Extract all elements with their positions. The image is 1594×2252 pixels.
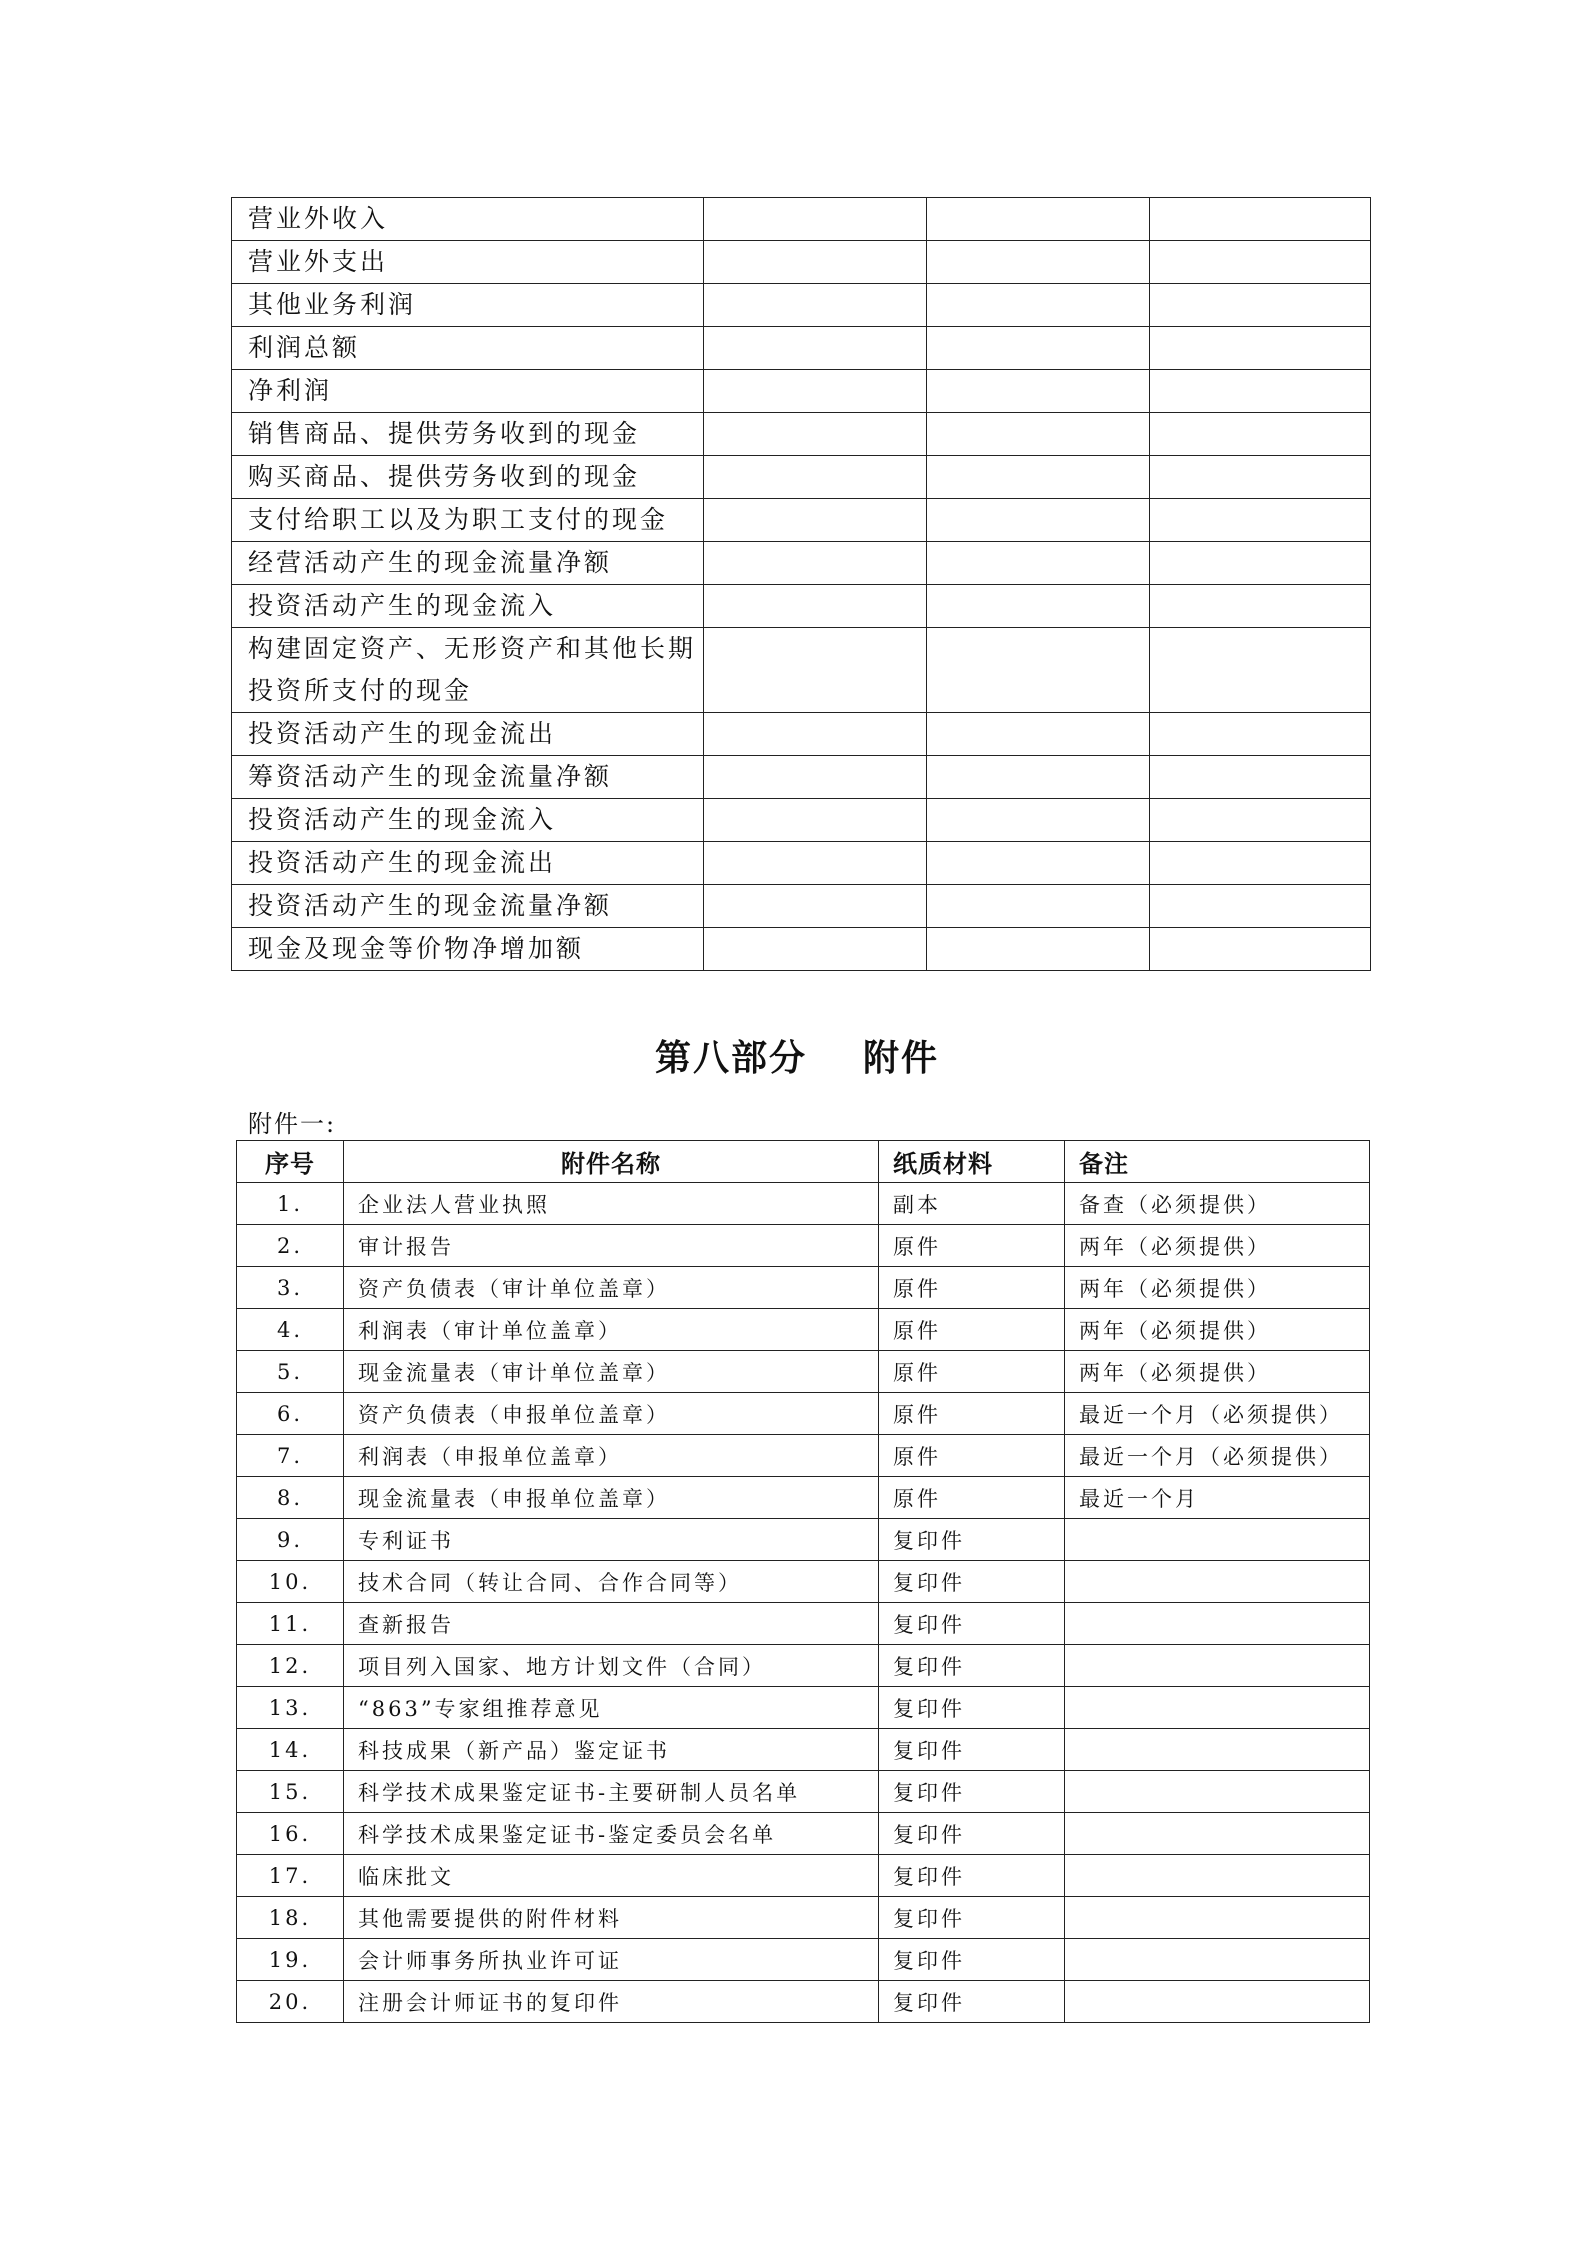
financial-row-label: 支付给职工以及为职工支付的现金 bbox=[232, 499, 704, 542]
financial-value-cell bbox=[1150, 456, 1371, 499]
attachment-row bbox=[237, 1897, 1370, 1939]
attachment-paper: 复印件 bbox=[879, 1771, 1065, 1813]
financial-value-cell bbox=[704, 928, 927, 971]
financial-row-label: 投资活动产生的现金流入 bbox=[232, 799, 704, 842]
header-no: 序号 bbox=[237, 1141, 344, 1183]
attachments-header bbox=[237, 1141, 1370, 1183]
financial-row-label: 现金及现金等价物净增加额 bbox=[232, 928, 704, 971]
attachment-paper: 复印件 bbox=[879, 1687, 1065, 1729]
financial-row bbox=[232, 756, 1371, 799]
attachment-row bbox=[237, 1183, 1370, 1225]
financial-row-label: 购买商品、提供劳务收到的现金 bbox=[232, 456, 704, 499]
financial-row bbox=[232, 628, 1371, 713]
attachment-paper: 复印件 bbox=[879, 1729, 1065, 1771]
attachment-name: 查新报告 bbox=[344, 1603, 879, 1645]
attachment-note: 最近一个月 bbox=[1065, 1477, 1370, 1519]
attachment-note: 备查（必须提供） bbox=[1065, 1183, 1370, 1225]
financial-table bbox=[231, 197, 1371, 971]
attachment-no: 9. bbox=[237, 1519, 344, 1561]
attachment-note: 最近一个月（必须提供） bbox=[1065, 1393, 1370, 1435]
attachment-no: 18. bbox=[237, 1897, 344, 1939]
financial-value-cell bbox=[927, 327, 1150, 370]
attachment-row bbox=[237, 1855, 1370, 1897]
attachment-name: 利润表（审计单位盖章） bbox=[344, 1309, 879, 1351]
financial-row-label: 销售商品、提供劳务收到的现金 bbox=[232, 413, 704, 456]
attachment-note bbox=[1065, 1729, 1370, 1771]
attachment-name: 科学技术成果鉴定证书-主要研制人员名单 bbox=[344, 1771, 879, 1813]
financial-value-cell bbox=[704, 370, 927, 413]
attachment-no: 17. bbox=[237, 1855, 344, 1897]
attachment-note bbox=[1065, 1939, 1370, 1981]
attachment-name: 科学技术成果鉴定证书-鉴定委员会名单 bbox=[344, 1813, 879, 1855]
attachment-paper: 复印件 bbox=[879, 1561, 1065, 1603]
attachment-no: 1. bbox=[237, 1183, 344, 1225]
attachment-paper: 原件 bbox=[879, 1435, 1065, 1477]
attachment-row bbox=[237, 1435, 1370, 1477]
attachment-paper: 复印件 bbox=[879, 1519, 1065, 1561]
financial-row-label: 筹资活动产生的现金流量净额 bbox=[232, 756, 704, 799]
financial-value-cell bbox=[1150, 542, 1371, 585]
attachment-paper: 复印件 bbox=[879, 1897, 1065, 1939]
attachment-paper: 复印件 bbox=[879, 1603, 1065, 1645]
attachment-row bbox=[237, 1351, 1370, 1393]
financial-value-cell bbox=[1150, 628, 1371, 713]
financial-row bbox=[232, 327, 1371, 370]
attachment-note: 两年（必须提供） bbox=[1065, 1267, 1370, 1309]
financial-value-cell bbox=[1150, 713, 1371, 756]
financial-value-cell bbox=[927, 456, 1150, 499]
attachment-no: 8. bbox=[237, 1477, 344, 1519]
financial-value-cell bbox=[704, 885, 927, 928]
financial-row bbox=[232, 928, 1371, 971]
attachment-name: 临床批文 bbox=[344, 1855, 879, 1897]
attachment-no: 15. bbox=[237, 1771, 344, 1813]
financial-value-cell bbox=[927, 499, 1150, 542]
financial-row bbox=[232, 713, 1371, 756]
attachment-paper: 复印件 bbox=[879, 1981, 1065, 2023]
attachment-note: 最近一个月（必须提供） bbox=[1065, 1435, 1370, 1477]
financial-value-cell bbox=[927, 928, 1150, 971]
financial-row-label: 其他业务利润 bbox=[232, 284, 704, 327]
attachment-row bbox=[237, 1519, 1370, 1561]
attachment-name: 会计师事务所执业许可证 bbox=[344, 1939, 879, 1981]
financial-row-label: 投资活动产生的现金流出 bbox=[232, 842, 704, 885]
attachments-body bbox=[237, 1183, 1370, 2023]
attachment-no: 19. bbox=[237, 1939, 344, 1981]
attachment-row bbox=[237, 1939, 1370, 1981]
attachment-row bbox=[237, 1771, 1370, 1813]
financial-row bbox=[232, 241, 1371, 284]
attachment-no: 20. bbox=[237, 1981, 344, 2023]
financial-row-label: 营业外收入 bbox=[232, 198, 704, 241]
attachment-note bbox=[1065, 1855, 1370, 1897]
financial-value-cell bbox=[704, 585, 927, 628]
financial-table-body bbox=[232, 198, 1371, 971]
attachment-name: 企业法人营业执照 bbox=[344, 1183, 879, 1225]
financial-value-cell bbox=[1150, 499, 1371, 542]
financial-value-cell bbox=[1150, 842, 1371, 885]
financial-value-cell bbox=[927, 885, 1150, 928]
financial-value-cell bbox=[927, 542, 1150, 585]
financial-value-cell bbox=[704, 713, 927, 756]
financial-value-cell bbox=[704, 799, 927, 842]
attachment-note bbox=[1065, 1897, 1370, 1939]
financial-row bbox=[232, 370, 1371, 413]
financial-row bbox=[232, 284, 1371, 327]
attachment-row bbox=[237, 1309, 1370, 1351]
section-name: 附件 bbox=[863, 1038, 940, 1079]
financial-value-cell bbox=[1150, 585, 1371, 628]
financial-value-cell bbox=[1150, 756, 1371, 799]
attachment-paper: 复印件 bbox=[879, 1855, 1065, 1897]
attachment-name: 现金流量表（申报单位盖章） bbox=[344, 1477, 879, 1519]
attachment-name: 注册会计师证书的复印件 bbox=[344, 1981, 879, 2023]
header-name: 附件名称 bbox=[344, 1141, 879, 1183]
financial-value-cell bbox=[927, 842, 1150, 885]
attachment-row bbox=[237, 1561, 1370, 1603]
financial-value-cell bbox=[1150, 284, 1371, 327]
financial-row-label: 投资活动产生的现金流入 bbox=[232, 585, 704, 628]
financial-value-cell bbox=[1150, 241, 1371, 284]
financial-value-cell bbox=[704, 628, 927, 713]
header-note: 备注 bbox=[1065, 1141, 1370, 1183]
attachment-no: 10. bbox=[237, 1561, 344, 1603]
financial-value-cell bbox=[1150, 928, 1371, 971]
attachment-row bbox=[237, 1981, 1370, 2023]
attachment-note: 两年（必须提供） bbox=[1065, 1309, 1370, 1351]
financial-value-cell bbox=[1150, 885, 1371, 928]
attachment-no: 3. bbox=[237, 1267, 344, 1309]
attachment-no: 12. bbox=[237, 1645, 344, 1687]
financial-value-cell bbox=[704, 842, 927, 885]
financial-value-cell bbox=[704, 284, 927, 327]
attachment-row bbox=[237, 1393, 1370, 1435]
financial-value-cell bbox=[1150, 370, 1371, 413]
financial-value-cell bbox=[1150, 799, 1371, 842]
attachment-paper: 原件 bbox=[879, 1225, 1065, 1267]
financial-row bbox=[232, 499, 1371, 542]
attachment-note: 两年（必须提供） bbox=[1065, 1225, 1370, 1267]
attachment-no: 2. bbox=[237, 1225, 344, 1267]
attachment-name: 项目列入国家、地方计划文件（合同） bbox=[344, 1645, 879, 1687]
attachment-name: 其他需要提供的附件材料 bbox=[344, 1897, 879, 1939]
attachment-no: 7. bbox=[237, 1435, 344, 1477]
financial-value-cell bbox=[704, 241, 927, 284]
financial-value-cell bbox=[927, 284, 1150, 327]
attachment-paper: 原件 bbox=[879, 1309, 1065, 1351]
attachment-no: 11. bbox=[237, 1603, 344, 1645]
attachment-name: 利润表（申报单位盖章） bbox=[344, 1435, 879, 1477]
attachment-no: 16. bbox=[237, 1813, 344, 1855]
financial-value-cell bbox=[704, 542, 927, 585]
attachment-no: 4. bbox=[237, 1309, 344, 1351]
attachment-row bbox=[237, 1813, 1370, 1855]
attachments-table bbox=[236, 1140, 1370, 2023]
attachment-paper: 原件 bbox=[879, 1267, 1065, 1309]
attachment-paper: 原件 bbox=[879, 1393, 1065, 1435]
financial-value-cell bbox=[704, 327, 927, 370]
financial-row-label: 营业外支出 bbox=[232, 241, 704, 284]
financial-value-cell bbox=[927, 413, 1150, 456]
financial-row-label: 投资活动产生的现金流量净额 bbox=[232, 885, 704, 928]
attachment-row bbox=[237, 1603, 1370, 1645]
financial-value-cell bbox=[927, 756, 1150, 799]
attachment-paper: 复印件 bbox=[879, 1813, 1065, 1855]
attachment-note bbox=[1065, 1561, 1370, 1603]
financial-row bbox=[232, 585, 1371, 628]
financial-value-cell bbox=[704, 499, 927, 542]
financial-value-cell bbox=[704, 756, 927, 799]
financial-value-cell bbox=[927, 198, 1150, 241]
header-row bbox=[237, 1141, 1370, 1183]
attachment-note bbox=[1065, 1645, 1370, 1687]
financial-row bbox=[232, 198, 1371, 241]
attachment-note bbox=[1065, 1687, 1370, 1729]
financial-row bbox=[232, 799, 1371, 842]
attachment-label: 附件一: bbox=[248, 1110, 337, 1138]
attachment-row bbox=[237, 1267, 1370, 1309]
attachment-name: 审计报告 bbox=[344, 1225, 879, 1267]
financial-row-label: 投资活动产生的现金流出 bbox=[232, 713, 704, 756]
attachment-note bbox=[1065, 1519, 1370, 1561]
financial-row bbox=[232, 885, 1371, 928]
attachment-name: 科技成果（新产品）鉴定证书 bbox=[344, 1729, 879, 1771]
financial-row bbox=[232, 842, 1371, 885]
financial-value-cell bbox=[1150, 413, 1371, 456]
attachment-row bbox=[237, 1729, 1370, 1771]
attachment-row bbox=[237, 1477, 1370, 1519]
financial-row bbox=[232, 542, 1371, 585]
financial-row-label: 经营活动产生的现金流量净额 bbox=[232, 542, 704, 585]
financial-row-label: 构建固定资产、无形资产和其他长期投资所支付的现金 bbox=[232, 628, 704, 713]
section-part: 第八部分 bbox=[654, 1038, 807, 1079]
financial-value-cell bbox=[704, 456, 927, 499]
header-paper: 纸质材料 bbox=[879, 1141, 1065, 1183]
attachment-paper: 复印件 bbox=[879, 1645, 1065, 1687]
section-title bbox=[0, 1030, 1594, 1081]
attachment-row bbox=[237, 1225, 1370, 1267]
attachment-name: “863”专家组推荐意见 bbox=[344, 1687, 879, 1729]
attachment-note bbox=[1065, 1813, 1370, 1855]
financial-value-cell bbox=[927, 370, 1150, 413]
attachment-note bbox=[1065, 1981, 1370, 2023]
financial-value-cell bbox=[704, 198, 927, 241]
attachment-note bbox=[1065, 1603, 1370, 1645]
financial-value-cell bbox=[704, 413, 927, 456]
attachment-paper: 原件 bbox=[879, 1351, 1065, 1393]
attachment-note: 两年（必须提供） bbox=[1065, 1351, 1370, 1393]
attachment-name: 现金流量表（审计单位盖章） bbox=[344, 1351, 879, 1393]
attachment-paper: 原件 bbox=[879, 1477, 1065, 1519]
financial-row-label: 利润总额 bbox=[232, 327, 704, 370]
financial-value-cell bbox=[927, 241, 1150, 284]
attachment-no: 6. bbox=[237, 1393, 344, 1435]
financial-value-cell bbox=[927, 628, 1150, 713]
financial-value-cell bbox=[1150, 198, 1371, 241]
attachment-no: 14. bbox=[237, 1729, 344, 1771]
financial-row-label: 净利润 bbox=[232, 370, 704, 413]
financial-value-cell bbox=[927, 585, 1150, 628]
financial-value-cell bbox=[1150, 327, 1371, 370]
attachment-name: 资产负债表（申报单位盖章） bbox=[344, 1393, 879, 1435]
attachment-row bbox=[237, 1645, 1370, 1687]
financial-value-cell bbox=[927, 713, 1150, 756]
attachment-name: 技术合同（转让合同、合作合同等） bbox=[344, 1561, 879, 1603]
financial-row bbox=[232, 413, 1371, 456]
attachment-no: 5. bbox=[237, 1351, 344, 1393]
attachment-paper: 复印件 bbox=[879, 1939, 1065, 1981]
financial-row bbox=[232, 456, 1371, 499]
financial-value-cell bbox=[927, 799, 1150, 842]
attachment-name: 专利证书 bbox=[344, 1519, 879, 1561]
attachment-paper: 副本 bbox=[879, 1183, 1065, 1225]
attachment-note bbox=[1065, 1771, 1370, 1813]
attachment-row bbox=[237, 1687, 1370, 1729]
attachment-name: 资产负债表（审计单位盖章） bbox=[344, 1267, 879, 1309]
attachment-no: 13. bbox=[237, 1687, 344, 1729]
